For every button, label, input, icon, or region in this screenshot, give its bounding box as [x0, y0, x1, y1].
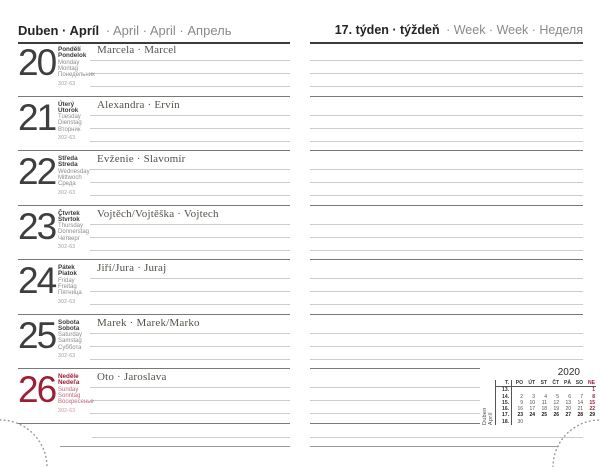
day-code: 302-63: [58, 80, 76, 87]
day-block: [18, 151, 290, 206]
mini-calendar-day: 14: [577, 399, 583, 406]
day-name-label: Nedeľa: [58, 379, 80, 387]
day-name-label: Sobota: [58, 318, 80, 326]
week-number: 15.: [496, 400, 512, 406]
mini-calendar-day: [560, 419, 572, 425]
writing-line: [90, 291, 290, 292]
day-number: 24: [18, 260, 56, 301]
day-name-labels: [58, 320, 94, 360]
notes-block: [310, 97, 583, 152]
mini-calendar-year: 2020: [557, 367, 580, 378]
mini-calendar-day: 15: [589, 399, 595, 406]
writing-line: [310, 250, 583, 251]
mini-calendar-day: [560, 387, 572, 394]
day-name-label: Montag: [58, 65, 79, 72]
mini-calendar-day: 12: [553, 399, 559, 406]
week-number: 18.: [496, 419, 512, 425]
day-name-label: Úterý: [58, 100, 75, 108]
writing-line: [90, 169, 290, 170]
day-code: 302-63: [58, 135, 76, 142]
writing-line: [310, 291, 583, 292]
day-name-label: Streda: [58, 161, 78, 169]
nameday-names: Oto · Jaroslava: [97, 371, 167, 383]
mini-calendar-day: 5: [556, 393, 559, 400]
day-code: 302-63: [58, 189, 76, 196]
mini-calendar-day: 28: [577, 412, 583, 419]
day-name-label: Pondelok: [58, 52, 87, 60]
mini-calendar-day: [536, 387, 548, 394]
writing-line: [310, 304, 583, 305]
weekday-header: SO: [572, 380, 584, 387]
writing-line: [90, 195, 290, 196]
mini-calendar-day: [524, 387, 536, 394]
week-header-secondary: · Week · Week · Неделя: [446, 23, 583, 37]
day-name-label: Štvrtok: [58, 215, 80, 223]
nameday-names: Vojtěch/Vojtěška · Vojtech: [97, 207, 219, 220]
day-code: 302-63: [58, 298, 76, 305]
notes-block: [310, 151, 583, 206]
mini-calendar-day: 10: [529, 399, 535, 406]
day-number: 25: [18, 314, 56, 356]
writing-line: [310, 86, 583, 87]
right-page: [310, 0, 595, 467]
writing-line: [90, 237, 290, 238]
bottom-note-line: [60, 446, 290, 447]
mini-calendar-day: 2: [520, 393, 523, 400]
day-code: 302-63: [58, 353, 76, 360]
day-name-labels: [58, 47, 94, 87]
bottom-note-line: [92, 437, 290, 438]
mini-calendar-day: 11: [541, 399, 547, 406]
mini-calendar-day: 17: [529, 406, 535, 413]
day-name-label: Pondělí: [58, 46, 81, 53]
day-name-label: Samstag: [58, 338, 82, 345]
writing-line: [90, 278, 290, 279]
day-name-label: Utorok: [58, 106, 79, 114]
week-number: 16.: [496, 406, 512, 412]
nameday-names: Evženie · Slavomír: [97, 153, 186, 165]
writing-line: [310, 169, 583, 170]
writing-line: [310, 115, 583, 116]
day-block: [18, 315, 290, 370]
bottom-note-line: [310, 446, 559, 447]
mini-calendar-day: 24: [529, 412, 535, 419]
day-name-label: Sunday: [58, 386, 79, 393]
writing-line: [90, 224, 290, 225]
day-number: 20: [18, 42, 56, 83]
mini-calendar-day: [512, 387, 525, 394]
day-number: 23: [18, 205, 56, 247]
day-name-label: Среда: [58, 181, 76, 188]
week-column-header: T.: [496, 380, 512, 387]
mini-calendar-day: 9: [520, 399, 523, 406]
day-name-label: Понедельник: [58, 72, 95, 79]
day-name-label: Čtvrtek: [58, 209, 80, 217]
mini-calendar-day: 27: [565, 412, 571, 419]
day-name-label: Thursday: [58, 223, 84, 230]
writing-line: [90, 346, 290, 347]
writing-line: [90, 115, 290, 116]
day-name-label: Freitag: [58, 283, 77, 290]
writing-line: [310, 60, 583, 61]
week-header-primary: 17. týden · týždeň: [334, 23, 440, 37]
writing-line: [90, 250, 290, 251]
mini-calendar-day: 29: [589, 412, 595, 419]
day-name-label: Воскресенье: [58, 399, 94, 406]
writing-line: [90, 387, 290, 388]
mini-calendar-day: [536, 419, 548, 425]
day-name-label: Tuesday: [58, 114, 81, 121]
day-block: [18, 97, 290, 152]
week-number: 17.: [496, 412, 512, 418]
day-name-labels: [58, 211, 94, 251]
day-number: 21: [18, 96, 56, 138]
writing-line: [310, 359, 583, 360]
weekday-header: PÁ: [560, 380, 572, 387]
mini-calendar-day: [584, 419, 596, 425]
bottom-note-line: [310, 437, 583, 438]
day-name-label: Monday: [58, 59, 80, 66]
month-header-secondary: · April · April · Апрель: [105, 23, 232, 38]
writing-line: [310, 73, 583, 74]
writing-line: [90, 359, 290, 360]
writing-line: [310, 333, 583, 334]
day-list: [18, 42, 290, 424]
mini-calendar-day: 22: [589, 406, 595, 413]
day-name-label: Dienstag: [58, 120, 82, 127]
day-name-labels: [58, 265, 94, 305]
nameday-names: Marcela · Marcel: [97, 44, 177, 56]
mini-calendar-day: [548, 419, 560, 425]
mini-calendar-day: 23: [517, 412, 523, 419]
day-name-label: Mittwoch: [58, 174, 82, 181]
day-name-label: Суббота: [58, 344, 82, 351]
day-name-label: Friday: [58, 277, 75, 284]
writing-line: [310, 141, 583, 142]
mini-calendar-grid: [495, 380, 596, 425]
weekday-header: ČT: [548, 380, 560, 387]
nameday-names: Marek · Marek/Marko: [97, 316, 200, 329]
day-name-label: Пятница: [58, 290, 82, 297]
writing-line: [310, 182, 583, 183]
day-block: [18, 260, 290, 315]
writing-line: [90, 128, 290, 129]
writing-line: [310, 195, 583, 196]
day-block: [18, 42, 290, 97]
notes-block: [310, 42, 583, 97]
mini-calendar-day: 25: [541, 412, 547, 419]
mini-calendar-month-labels: [482, 380, 495, 425]
writing-line: [90, 182, 290, 183]
mini-calendar-day: 8: [592, 393, 595, 400]
month-header-primary: Duben · Apríl: [18, 23, 100, 38]
day-name-label: Sonntag: [58, 392, 81, 399]
day-name-label: Pátek: [58, 264, 75, 271]
mini-calendar-day: 20: [565, 406, 571, 413]
day-name-label: Středa: [58, 155, 78, 162]
notes-block: [310, 315, 583, 370]
weekday-header: NE: [584, 380, 596, 387]
writing-line: [310, 278, 583, 279]
mini-calendar-day: 18: [541, 406, 547, 413]
day-name-label: Donnerstag: [58, 229, 90, 236]
writing-line: [90, 141, 290, 142]
day-block: [18, 206, 290, 261]
mini-calendar-week-row: [496, 387, 597, 394]
mini-calendar-day: 21: [577, 406, 583, 413]
mini-calendar-day: 6: [568, 393, 571, 400]
mini-calendar-month-label: Duben: [482, 407, 488, 426]
day-number: 26: [18, 369, 56, 410]
day-name-label: Saturday: [58, 332, 83, 339]
day-name-label: Вторник: [58, 126, 81, 133]
day-block: [18, 369, 290, 424]
mini-calendar-day: 19: [553, 406, 559, 413]
day-name-label: Piatok: [58, 270, 77, 278]
writing-line: [90, 60, 290, 61]
writing-line: [90, 413, 290, 414]
day-name-labels: [58, 102, 94, 142]
mini-calendar-day: [524, 419, 536, 425]
writing-line: [90, 73, 290, 74]
day-code: 302-63: [58, 244, 76, 251]
day-name-label: Sobota: [58, 324, 80, 332]
day-name-labels: [58, 156, 94, 196]
notes-block: [310, 206, 583, 261]
day-number: 22: [18, 151, 56, 192]
writing-line: [90, 333, 290, 334]
mini-calendar-day: 3: [532, 393, 535, 400]
writing-line: [310, 224, 583, 225]
mini-calendar-month-label: Apríl: [488, 412, 494, 426]
month-header: [18, 23, 290, 44]
mini-calendar-week-row: [496, 419, 597, 425]
week-number: 14.: [496, 394, 512, 400]
weekday-header: PO: [512, 380, 525, 387]
day-name-label: Четверг: [58, 235, 80, 242]
writing-line: [310, 237, 583, 238]
week-header: [310, 23, 583, 44]
day-name-label: Neděle: [58, 373, 79, 380]
writing-line: [90, 400, 290, 401]
weekday-header: ST: [536, 380, 548, 387]
mini-calendar-day: 26: [553, 412, 559, 419]
mini-calendar-day: 7: [580, 393, 583, 400]
mini-calendar-day: 4: [544, 393, 547, 400]
mini-calendar-day: [572, 419, 584, 425]
mini-calendar-day: 13: [565, 399, 571, 406]
mini-calendar-day: [548, 387, 560, 394]
left-page: [18, 0, 290, 467]
weekday-header: ÚT: [524, 380, 536, 387]
notes-block: [310, 260, 583, 315]
week-number: 13.: [496, 387, 512, 394]
mini-calendar-day: 16: [517, 406, 523, 413]
nameday-names: Jiří/Jura · Juraj: [97, 262, 167, 274]
writing-line: [310, 128, 583, 129]
mini-calendar: [480, 366, 596, 427]
nameday-names: Alexandra · Ervín: [97, 98, 180, 111]
mini-calendar-day: 30: [517, 418, 523, 425]
writing-line: [90, 86, 290, 87]
writing-line: [310, 346, 583, 347]
mini-calendar-day: [572, 387, 584, 394]
day-code: 302-63: [58, 407, 76, 414]
mini-calendar-day: 1: [592, 387, 595, 394]
day-name-label: Wednesday: [58, 168, 90, 175]
day-name-labels: [58, 374, 94, 414]
writing-line: [90, 304, 290, 305]
